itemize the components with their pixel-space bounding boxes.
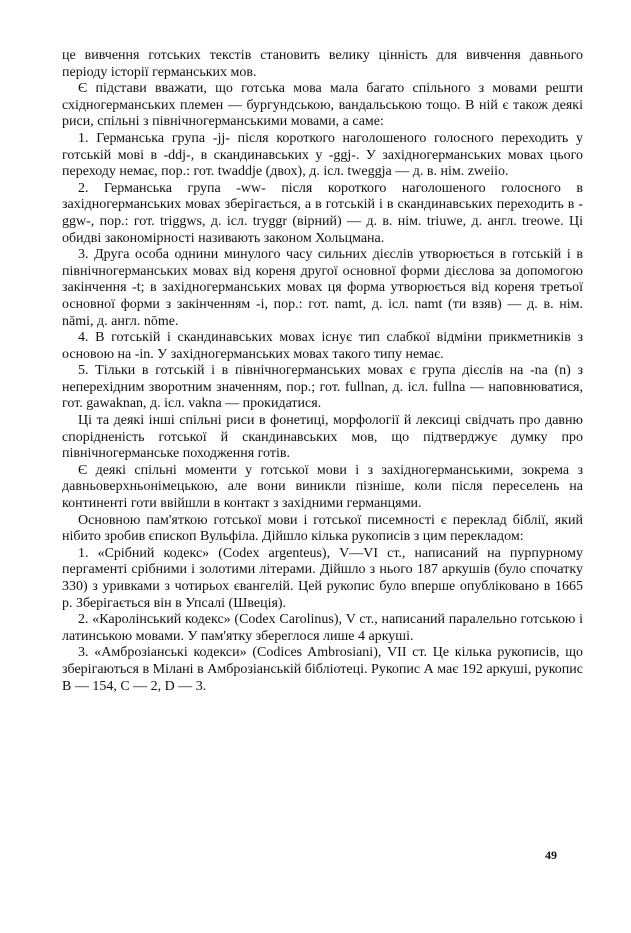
- paragraph-4: 2. Германська група -ww- після короткого наголошеного голосного в західногерманських мовах зберігається, а в готській і в скандинавських переходить в -ggw-, пор.: гот. triggws, д. ісл. tryggr (вірний) — д. в. нім. triuwe, д. англ. treowe. Ці обидві закономірності називають законом Хольцмана.: [62, 180, 583, 246]
- paragraph-1: це вивчення готських текстів становить велику цінність для вивчення давнього періоду історії германських мов.: [62, 48, 583, 80]
- paragraph-3: 1. Германська група -jj- після короткого наголошеного голосного переходить у готській мові в -ddj-, в скандинавських у -ggj-. У західногерманських мовах цього переходу немає, пор.: гот. twaddje (двох), д. ісл. tweggja — д. в. нім. zweiio.: [62, 130, 583, 180]
- paragraph-9: Є деякі спільні моменти у готської мови і з західногерманськими, зокрема з давньоверхньонімецькою, але вони виникли пізніше, коли після переселень на континенті готи ввійшли в контакт з західними германцями.: [62, 462, 583, 512]
- paragraph-5: 3. Друга особа однини минулого часу сильних дієслів утворюється в готській і в північногерманських мовах від кореня другої основної форми дієслова за допомогою закінчення -t; в західногерманських мовах ця форма утворюється від кореня третьої основної форми з закінченням -i, пор.: гот. namt, д. ісл. namt (ти взяв) — д. в. нім. nāmi, д. англ. nōme.: [62, 247, 583, 329]
- paragraph-6: 4. В готській і скандинавських мовах існує тип слабкої відміни прикметників з основою на -in. У західногерманських мовах такого типу немає.: [62, 330, 583, 362]
- paragraph-7: 5. Тільки в готській і в північногерманських мовах є група дієслів на -na (n) з неперехідним зворотним значенням, пор.; гот. fullnan, д. ісл. fullna — наповнюватися, гот. gawaknan, д. ісл. vakna — прокидатися.: [62, 363, 583, 412]
- paragraph-8: Ці та деякі інші спільні риси в фонетиці, морфології й лексиці свідчать про давню спорідненість готської й скандинавських мов, що підтверджує думку про північногерманське походження готів.: [62, 413, 583, 462]
- paragraph-12: 2. «Каролінський кодекс» (Codex Carolinus), V ст., написаний паралельно готською і латинською мовами. У пам'ятку збереглося лише 4 аркуші.: [62, 612, 583, 644]
- paragraph-2: Є підстави вважати, що готська мова мала багато спільного з мовами решти східногерманських племен — бургундською, вандальською тощо. В ній є також деякі риси, спільні з північногерманськими мовами, а саме:: [62, 81, 583, 130]
- body-text: [62, 48, 583, 695]
- page-number: 49: [545, 848, 557, 862]
- paragraph-11: 1. «Срібний кодекс» (Codex argenteus), V—VI ст., написаний на пурпурному пергаменті срібними і золотими літерами. Дійшло з нього 187 аркушів (було спочатку 330) з уривками з чотирьох євангелій. Цей рукопис було вперше опубліковано в 1665 р. Зберігається він в Упсалі (Швеція).: [62, 545, 583, 611]
- paragraph-13: 3. «Амброзіанські кодекси» (Codices Ambrosiani), VII ст. Це кілька рукописів, що зберігаються в Мілані в Амброзіанській бібліотеці. Рукопис А має 192 аркуші, рукопис В — 154, С — 2, D — 3.: [62, 645, 583, 694]
- paragraph-10: Основною пам'яткою готської мови і готської писемності є переклад біблії, який нібито зробив єпископ Вульфіла. Дійшло кілька рукописів з цим перекладом:: [62, 512, 583, 545]
